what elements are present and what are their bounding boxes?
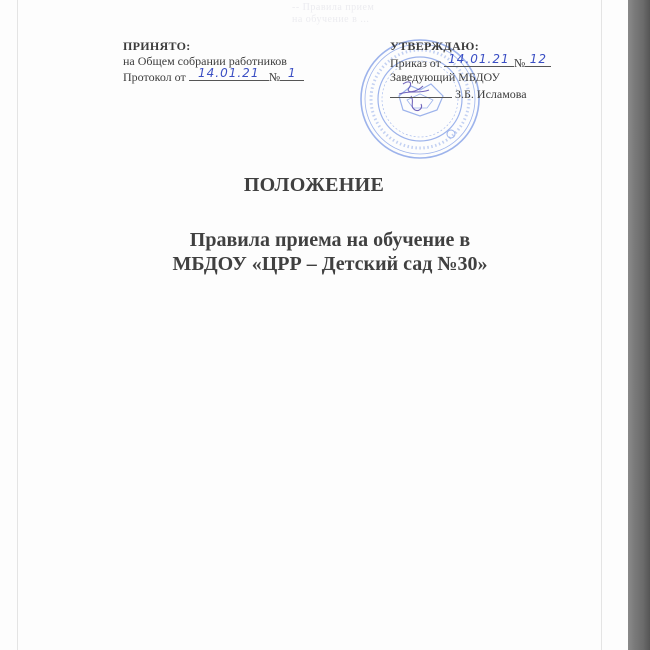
protocol-date-field [189,68,269,81]
bleed-line-1: -- Правила прием [292,2,375,13]
document-subtitle [0,228,650,276]
subtitle-line-2: МБДОУ «ЦРР – Детский сад №30» [172,253,488,275]
document-title: ПОЛОЖЕНИЕ [243,174,385,196]
order-date-field [444,51,514,67]
order-date-handwritten: 14.01.21 [448,51,510,66]
order-number-handwritten: 12 [529,51,547,66]
scan-fold-line-right [601,0,602,650]
accepted-heading: ПРИНЯТО: [123,39,191,53]
accepted-block [123,39,304,85]
protocol-number-field [280,68,304,81]
order-label: Приказ от [390,55,441,70]
bleed-line-2: на обучение в ... [292,14,370,25]
accepted-meeting-line: на Общем собрании работников [123,53,287,68]
protocol-line [123,68,304,85]
order-line [390,51,551,71]
scanner-border [628,0,650,650]
order-number-field [525,51,551,67]
position-line: Заведующий МБДОУ [390,70,501,84]
scan-fold-line-left [17,0,18,650]
subtitle-line-1: Правила приема на обучение в [189,229,471,251]
approved-block [390,39,551,101]
protocol-label: Протокол от [123,70,186,84]
protocol-number-sign: № [268,70,281,84]
signature-line [390,85,551,102]
approved-heading: УТВЕРЖДАЮ: [390,39,480,53]
signature-field [390,85,452,98]
protocol-number-handwritten: 1 [287,66,297,80]
protocol-date-handwritten: 14.01.21 [198,66,260,80]
signer-name: З.Б. Исламова [455,86,527,101]
order-number-sign: № [513,55,526,70]
bleed-through-text [292,2,374,26]
